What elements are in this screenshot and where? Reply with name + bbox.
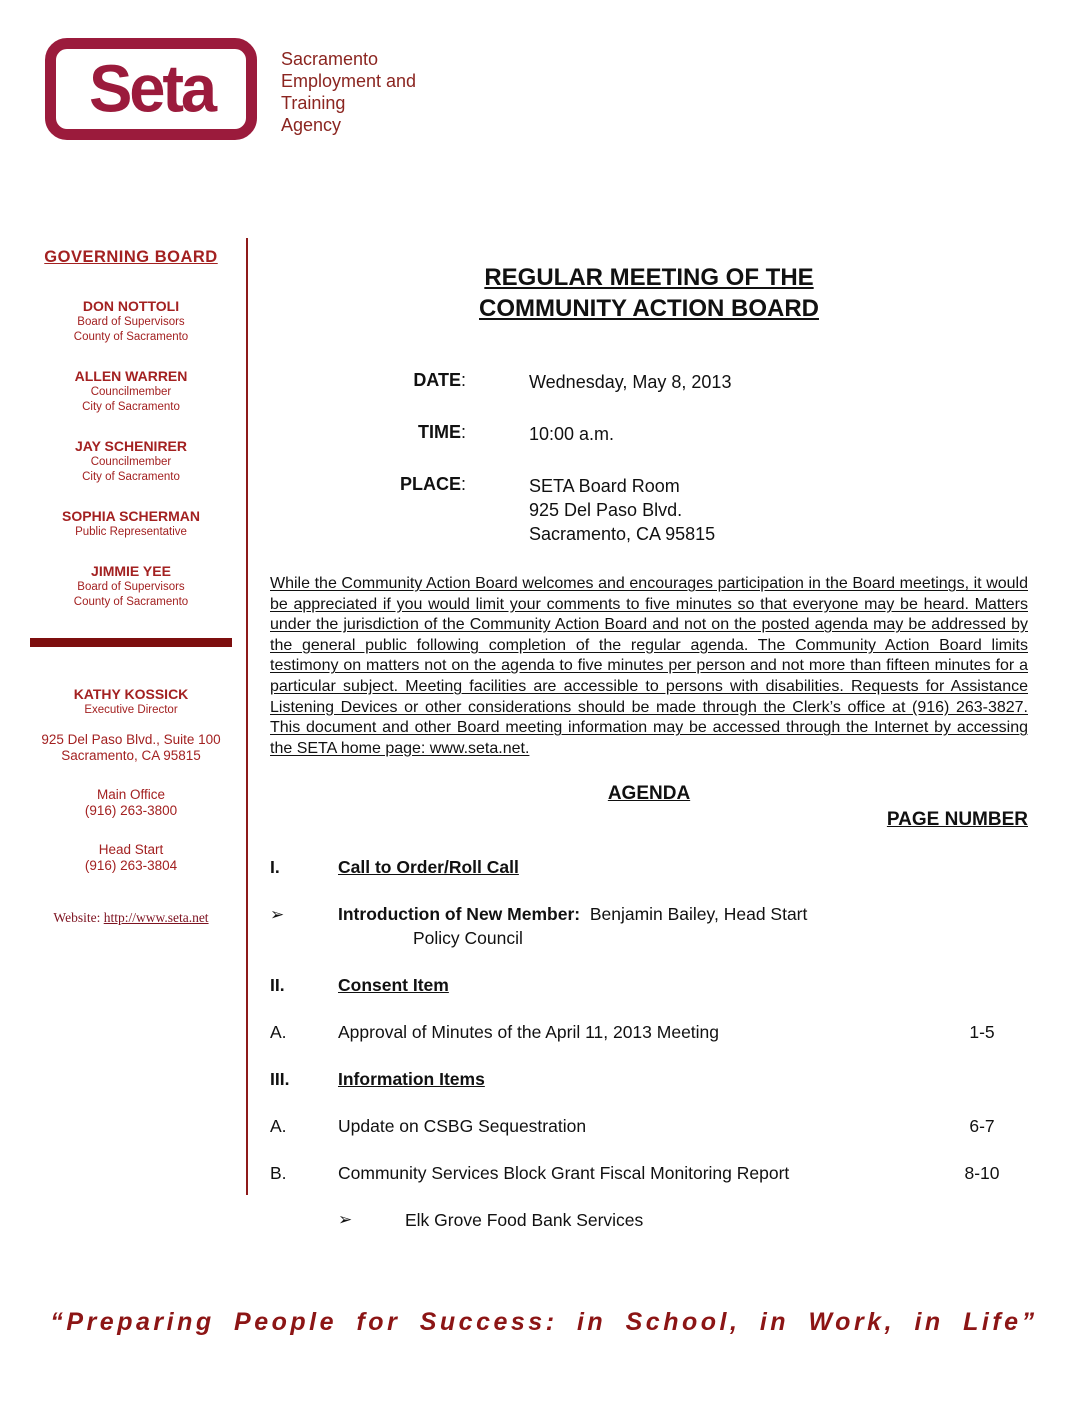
page-number-heading: PAGE NUMBER xyxy=(886,809,1028,831)
place-label: PLACE: xyxy=(399,474,466,494)
date-label: DATE: xyxy=(413,370,466,390)
agenda-letter: A. xyxy=(270,1022,287,1043)
office-address xyxy=(30,732,232,764)
agenda-item-pages: 1-5 xyxy=(969,1022,995,1043)
sidebar-divider-bar xyxy=(30,638,232,647)
place-line: Sacramento, CA 95815 xyxy=(529,524,716,544)
executive-director-block xyxy=(30,685,232,718)
member-role: Board of Supervisors xyxy=(77,316,185,328)
member-role: Councilmember xyxy=(90,386,172,398)
agenda-section-row xyxy=(270,857,1028,878)
meeting-details xyxy=(270,370,1028,546)
time-label: TIME: xyxy=(417,422,466,442)
agenda-item-title: Update on CSBG Sequestration xyxy=(338,1116,587,1137)
contact-phone: (916) 263-3804 xyxy=(84,858,178,873)
address-line: Sacramento, CA 95815 xyxy=(61,748,201,763)
board-member xyxy=(30,507,232,540)
sub-bullet-row xyxy=(338,1210,1028,1231)
agenda-item-row xyxy=(270,1163,1028,1184)
agenda-list xyxy=(270,857,1028,1231)
intro-bullet-row xyxy=(270,904,1028,925)
agenda-section-title: Consent Item xyxy=(338,975,449,996)
sub-bullet-text: Elk Grove Food Bank Services xyxy=(405,1210,644,1231)
agenda-section-title: Call to Order/Roll Call xyxy=(338,857,519,878)
agency-name-line: Agency xyxy=(281,115,342,135)
member-org: City of Sacramento xyxy=(82,401,180,413)
main-office-contact xyxy=(30,787,232,819)
member-role: Councilmember xyxy=(90,456,172,468)
director-title: Executive Director xyxy=(84,704,178,716)
website-label: Website: xyxy=(53,910,101,925)
agenda-numeral: I. xyxy=(270,857,280,878)
website-line xyxy=(30,910,232,926)
intro-item-line2: Policy Council xyxy=(413,928,523,949)
member-name: JIMMIE YEE xyxy=(91,563,171,579)
intro-item-text: Benjamin Bailey, Head Start xyxy=(589,904,808,925)
member-org: City of Sacramento xyxy=(82,471,180,483)
place-line: 925 Del Paso Blvd. xyxy=(529,500,683,520)
agenda-item-row xyxy=(270,1116,1028,1137)
arrow-bullet-icon: ➢ xyxy=(338,1210,353,1230)
contact-label: Head Start xyxy=(98,842,164,857)
public-participation-notice: While the Community Action Board welcomes and encourages participation in the Board meetings, it would be appreciated if you would limit your comments to five minutes so that everyone may be heard. Matters under the jurisdiction of the Community Action Board and not on the posted agenda may be addressed by the general public following completion of the regular agenda. The Community Action Board limits testimony on matters not on the agenda to five minutes per person and not more than fifteen minutes for a particular subject. Meeting facilities are accessible to persons with disabilities. Requests for Assistance Listening Devices or other considerations should be made through the Clerk’s office at (916) 263-3827. This document and other Board meeting information may be accessed through the Internet by accessing the SETA home page: www.seta.net. xyxy=(270,575,1028,757)
agenda-item-pages: 8-10 xyxy=(964,1163,1000,1184)
member-org: County of Sacramento xyxy=(73,596,189,608)
meeting-title xyxy=(270,262,1028,324)
time-row xyxy=(270,422,1028,446)
agenda-heading: AGENDA xyxy=(607,783,691,805)
address-line: 925 Del Paso Blvd., Suite 100 xyxy=(41,732,221,747)
board-member xyxy=(30,437,232,485)
contact-phone: (916) 263-3800 xyxy=(84,803,178,818)
board-member xyxy=(30,562,232,610)
agenda-letter: B. xyxy=(270,1163,287,1184)
agenda-letter: A. xyxy=(270,1116,287,1137)
seta-logo xyxy=(45,38,257,140)
intro-item-label: Introduction of New Member: xyxy=(338,904,581,925)
agenda-numeral: II. xyxy=(270,975,285,996)
date-row xyxy=(270,370,1028,394)
meeting-title-line1: REGULAR MEETING OF THE xyxy=(484,264,814,291)
arrow-bullet-icon: ➢ xyxy=(270,905,285,925)
member-name: DON NOTTOLI xyxy=(82,298,180,314)
agenda-item-row xyxy=(270,1022,1028,1043)
member-name: JAY SCHENIRER xyxy=(74,438,188,454)
director-name: KATHY KOSSICK xyxy=(73,686,189,702)
sidebar-vertical-rule xyxy=(246,238,248,1195)
board-member xyxy=(30,367,232,415)
contact-label: Main Office xyxy=(96,787,166,802)
sidebar-heading: GOVERNING BOARD xyxy=(44,248,218,266)
member-role: Board of Supervisors xyxy=(77,581,185,593)
date-value: Wednesday, May 8, 2013 xyxy=(529,372,732,392)
member-org: County of Sacramento xyxy=(73,331,189,343)
agenda-section-row xyxy=(270,1069,1028,1090)
agency-name-line: Employment and xyxy=(281,71,417,91)
place-row xyxy=(270,474,1028,546)
place-line: SETA Board Room xyxy=(529,476,680,496)
agenda-item-title: Approval of Minutes of the April 11, 2013 Meeting xyxy=(338,1022,720,1043)
brand-header xyxy=(45,38,416,140)
agenda-item-pages: 6-7 xyxy=(969,1116,995,1137)
agenda-section-row xyxy=(270,975,1028,996)
intro-item xyxy=(338,904,1028,925)
member-role: Public Representative xyxy=(75,526,187,538)
agenda-item-title: Community Services Block Grant Fiscal Monitoring Report xyxy=(338,1163,790,1184)
motto-footer: “Preparing People for Success: in School, in Work, in Life” xyxy=(50,1308,1038,1336)
website-link[interactable]: http://www.seta.net xyxy=(103,910,209,925)
agency-name-line: Training xyxy=(281,93,346,113)
meeting-title-line2: COMMUNITY ACTION BOARD xyxy=(479,295,819,322)
head-start-contact xyxy=(30,842,232,874)
member-name: ALLEN WARREN xyxy=(74,368,188,384)
member-name: SOPHIA SCHERMAN xyxy=(62,508,200,524)
board-member xyxy=(30,297,232,345)
time-value: 10:00 a.m. xyxy=(529,424,615,444)
agenda-section-title: Information Items xyxy=(338,1069,485,1090)
agency-name-line: Sacramento xyxy=(281,49,379,69)
governing-board-sidebar xyxy=(30,248,232,926)
place-value xyxy=(529,474,715,546)
agenda-document xyxy=(270,262,1028,1231)
agenda-numeral: III. xyxy=(270,1069,290,1090)
seta-logo-text: Seta xyxy=(88,51,214,127)
agency-name xyxy=(281,48,416,136)
